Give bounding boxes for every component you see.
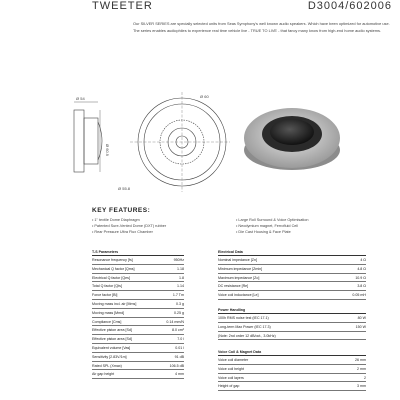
- front-view: [130, 92, 230, 192]
- row-label: Voice coil height: [218, 366, 244, 371]
- dim-bottom-label: Ø 55.8: [118, 186, 131, 191]
- row-label: Height of gap: [218, 384, 240, 389]
- table-row: [218, 256, 366, 265]
- row-value: 7.0 l: [177, 337, 184, 342]
- row-value: 1.18: [177, 266, 184, 271]
- row-label: Maximum impedance [Zo]: [218, 275, 260, 280]
- table-row: [218, 365, 366, 374]
- product-type: TWEETER: [92, 0, 153, 12]
- technical-drawing: [70, 88, 230, 196]
- power-handling-table: [218, 306, 366, 340]
- row-label: Air gap height: [92, 372, 115, 377]
- electrical-data-table: [218, 248, 366, 300]
- feature-item: • Rear Pressure Ultra Flux Chamber: [92, 229, 232, 235]
- row-label: Long-term Max Power (IEC 17.3): [218, 324, 271, 329]
- feature-item: • Die Cast Housing & Face Plate: [236, 229, 376, 235]
- intro-text-block: [133, 20, 395, 34]
- intro-text: Our SILVER SERIES are specially selected units from Seas Symphony's well known audio speakers. Which have been optimized for automotive use. The series enables audiophiles to experience real time vehicle live - TRUE TO LIVE - that fancy many know from high-end home audio systems.: [133, 21, 390, 33]
- table-row: [92, 265, 184, 274]
- row-label: Total Q factor [Qts]: [92, 284, 122, 289]
- table-row: [92, 256, 184, 265]
- dim-top-label: Ø 54: [76, 96, 85, 101]
- row-label: Voice coil layers: [218, 375, 244, 380]
- row-value: 2 mm: [357, 366, 366, 371]
- features-left-column: [92, 217, 232, 235]
- row-value: 106.5 dB: [169, 363, 184, 368]
- header: [92, 0, 392, 16]
- dim-side-label: Ø 60.9: [105, 144, 110, 157]
- table-title: Electrical Data: [218, 248, 366, 256]
- row-value: 0.01 l: [175, 345, 184, 350]
- table-row: [218, 323, 366, 332]
- row-label: Mechanical Q factor [Qms]: [92, 266, 135, 271]
- row-value: 0.14 mm/N: [166, 319, 184, 324]
- row-value: 1.7 Tm: [172, 293, 184, 298]
- row-value: 26 mm: [355, 358, 366, 362]
- row-label: Moving mass [Mmd]: [92, 310, 125, 315]
- row-value: 0.05 mH: [352, 293, 366, 298]
- table-row: [92, 370, 184, 379]
- row-label: Equivalent volume [Vas]: [92, 345, 131, 350]
- voice-coil-table: [218, 348, 366, 391]
- row-value: 3 mm: [357, 384, 366, 389]
- table-row: [218, 274, 366, 283]
- row-label: Electrical Q factor [Qes]: [92, 275, 130, 280]
- row-label: Sensitivity [2.83V/1m]: [92, 354, 127, 359]
- row-label: Voice coil diameter: [218, 358, 249, 362]
- row-label: 100h RMS noise test (IEC 17.1): [218, 316, 269, 320]
- row-value: 8.0 cm²: [172, 328, 184, 333]
- row-value: 150 W: [355, 324, 366, 329]
- table-row: [218, 356, 366, 365]
- features-right-column: [236, 217, 376, 235]
- side-view: [74, 102, 102, 172]
- feature-item: • Large Roll Surround & Voice Optimisation: [236, 217, 376, 223]
- row-label: Effective piston area [Sd]: [92, 328, 132, 333]
- table-row: [92, 353, 184, 362]
- row-label: DC resistance [Re]: [218, 284, 249, 289]
- row-value: 1.8: [179, 275, 184, 280]
- product-photo: [236, 88, 348, 184]
- table-row: [92, 274, 184, 283]
- row-value: 2: [364, 375, 366, 380]
- row-label: Effective piston area [Sd]: [92, 337, 132, 342]
- table-row: [218, 282, 366, 291]
- table-row: [218, 374, 366, 383]
- dim-right-label: Ø 60: [200, 94, 209, 99]
- row-label: Resonance frequency [fs]: [92, 258, 133, 262]
- row-label: (Note: 2nd order 12 dB/oct., 3.0kHz): [218, 333, 276, 338]
- table-row: [92, 309, 184, 318]
- table-title: Voice Coil & Magnet Data: [218, 348, 366, 356]
- row-value: 91 dB: [174, 354, 184, 359]
- feature-item: • 1" textile Dome Diaphragm: [92, 217, 232, 223]
- ts-parameters-table: [92, 248, 184, 379]
- row-value: 0.3 g: [176, 301, 184, 306]
- table-row: [92, 318, 184, 327]
- table-row: [92, 282, 184, 291]
- table-row: [92, 344, 184, 353]
- technical-drawing-svg: [70, 88, 230, 196]
- feature-item: • Patented Sure-Vented Dome (DXT) rubber: [92, 223, 232, 229]
- table-row: [92, 326, 184, 335]
- table-row: [92, 362, 184, 371]
- table-title: Power Handling: [218, 306, 366, 314]
- table-row: [218, 314, 366, 323]
- table-row: [218, 332, 366, 341]
- table-row: [92, 291, 184, 300]
- table-row: [218, 265, 366, 274]
- row-value: 10.9 Ω: [355, 275, 366, 280]
- row-value: 3.8 Ω: [357, 284, 366, 289]
- row-value: 4 Ω: [360, 258, 366, 262]
- row-value: 4.8 Ω: [357, 266, 366, 271]
- table-row: [92, 300, 184, 309]
- row-label: Voice coil inductance [Le]: [218, 293, 259, 298]
- table-row: [218, 382, 366, 391]
- row-value: 1.14: [177, 284, 184, 289]
- features-title: KEY FEATURES:: [92, 207, 151, 214]
- tweeter-photo-svg: [236, 88, 348, 184]
- tweeter-dome: [270, 119, 314, 145]
- table-row: [218, 291, 366, 300]
- row-value: 0.25 g: [174, 310, 184, 315]
- row-value: 4 mm: [175, 372, 184, 377]
- row-label: Compliance [Cms]: [92, 319, 122, 324]
- row-value: 950Hz: [173, 258, 184, 262]
- model-code: D3004/602006: [307, 0, 392, 12]
- row-label: Moving mass incl. air [Mms]: [92, 301, 137, 306]
- row-label: Rated SPL (Xmax): [92, 363, 122, 368]
- table-row: [92, 335, 184, 344]
- table-title: T-S Parameters: [92, 248, 184, 256]
- feature-item: • Neodymium magnet, Ferrofluid Cell: [236, 223, 376, 229]
- row-value: 80 W: [357, 316, 366, 320]
- row-label: Nominal impedance [Zn]: [218, 258, 257, 262]
- row-label: Minimum impedance [Zmin]: [218, 266, 263, 271]
- row-label: Force factor [Bl]: [92, 293, 118, 298]
